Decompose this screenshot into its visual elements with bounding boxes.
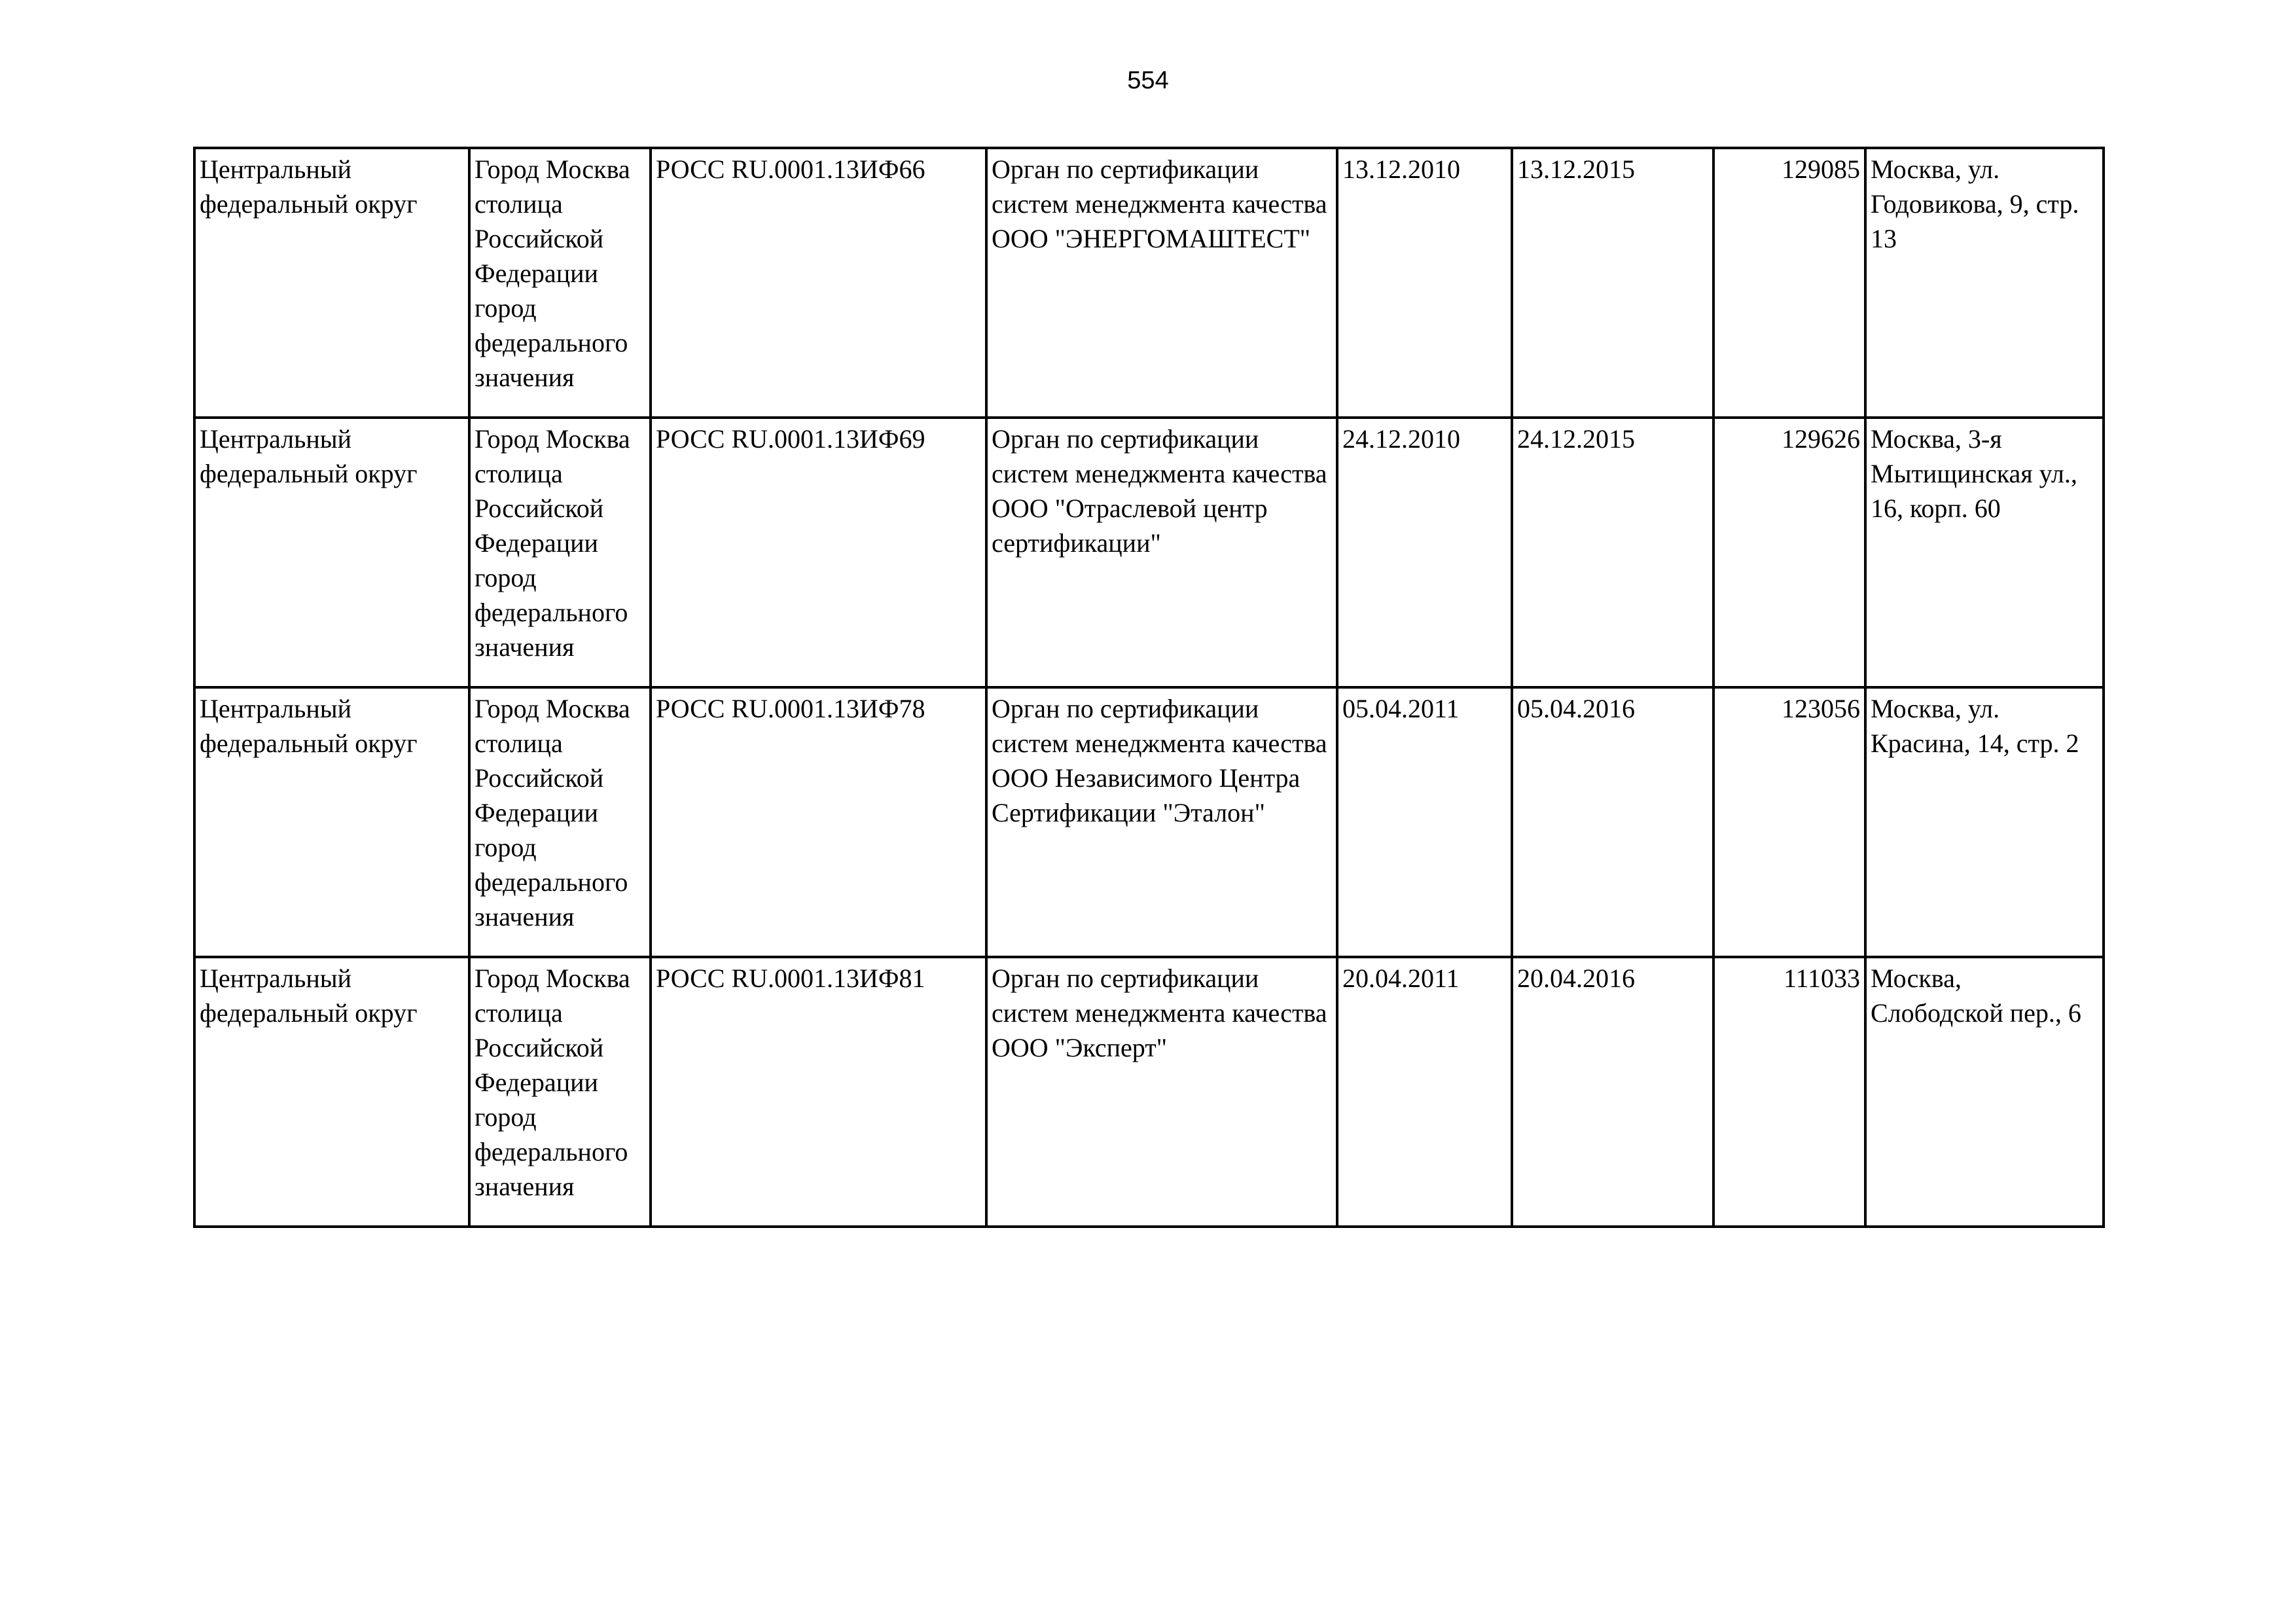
- table-row: [194, 418, 2104, 687]
- table-row: [194, 687, 2104, 957]
- table-row: [194, 148, 2104, 418]
- organization-cell: Орган по сертификации систем менеджмента качества ООО "Эксперт": [986, 957, 1337, 1227]
- region-cell: Город Москва столица Российской Федерации город федерального значения: [469, 418, 651, 687]
- district-cell: Центральный федеральный округ: [194, 418, 469, 687]
- registration-number-cell: РОСС RU.0001.13ИФ81: [651, 957, 986, 1227]
- postcode-cell: 129085: [1713, 148, 1865, 418]
- organization-cell: Орган по сертификации систем менеджмента качества ООО "Отраслевой центр сертификации": [986, 418, 1337, 687]
- address-cell: Москва, ул. Годовикова, 9, стр. 13: [1865, 148, 2104, 418]
- address-cell: Москва, Слободской пер., 6: [1865, 957, 2104, 1227]
- postcode-cell: 129626: [1713, 418, 1865, 687]
- date-from-cell: 05.04.2011: [1337, 687, 1512, 957]
- date-to-cell: 05.04.2016: [1512, 687, 1713, 957]
- date-from-cell: 24.12.2010: [1337, 418, 1512, 687]
- page-number: 554: [1127, 67, 1169, 94]
- date-from-cell: 13.12.2010: [1337, 148, 1512, 418]
- date-to-cell: 24.12.2015: [1512, 418, 1713, 687]
- district-cell: Центральный федеральный округ: [194, 957, 469, 1227]
- registration-number-cell: РОСС RU.0001.13ИФ66: [651, 148, 986, 418]
- address-cell: Москва, ул. Красина, 14, стр. 2: [1865, 687, 2104, 957]
- address-cell: Москва, 3-я Мытищинская ул., 16, корп. 60: [1865, 418, 2104, 687]
- certification-bodies-table: [193, 147, 2105, 1228]
- organization-cell: Орган по сертификации систем менеджмента качества ООО Независимого Центра Сертификации "Эталон": [986, 687, 1337, 957]
- table-row: [194, 957, 2104, 1227]
- district-cell: Центральный федеральный округ: [194, 148, 469, 418]
- postcode-cell: 111033: [1713, 957, 1865, 1227]
- organization-cell: Орган по сертификации систем менеджмента качества ООО "ЭНЕРГОМАШТЕСТ": [986, 148, 1337, 418]
- region-cell: Город Москва столица Российской Федерации город федерального значения: [469, 148, 651, 418]
- region-cell: Город Москва столица Российской Федерации город федерального значения: [469, 957, 651, 1227]
- date-from-cell: 20.04.2011: [1337, 957, 1512, 1227]
- district-cell: Центральный федеральный округ: [194, 687, 469, 957]
- registration-number-cell: РОСС RU.0001.13ИФ78: [651, 687, 986, 957]
- date-to-cell: 20.04.2016: [1512, 957, 1713, 1227]
- region-cell: Город Москва столица Российской Федерации город федерального значения: [469, 687, 651, 957]
- registration-number-cell: РОСС RU.0001.13ИФ69: [651, 418, 986, 687]
- postcode-cell: 123056: [1713, 687, 1865, 957]
- date-to-cell: 13.12.2015: [1512, 148, 1713, 418]
